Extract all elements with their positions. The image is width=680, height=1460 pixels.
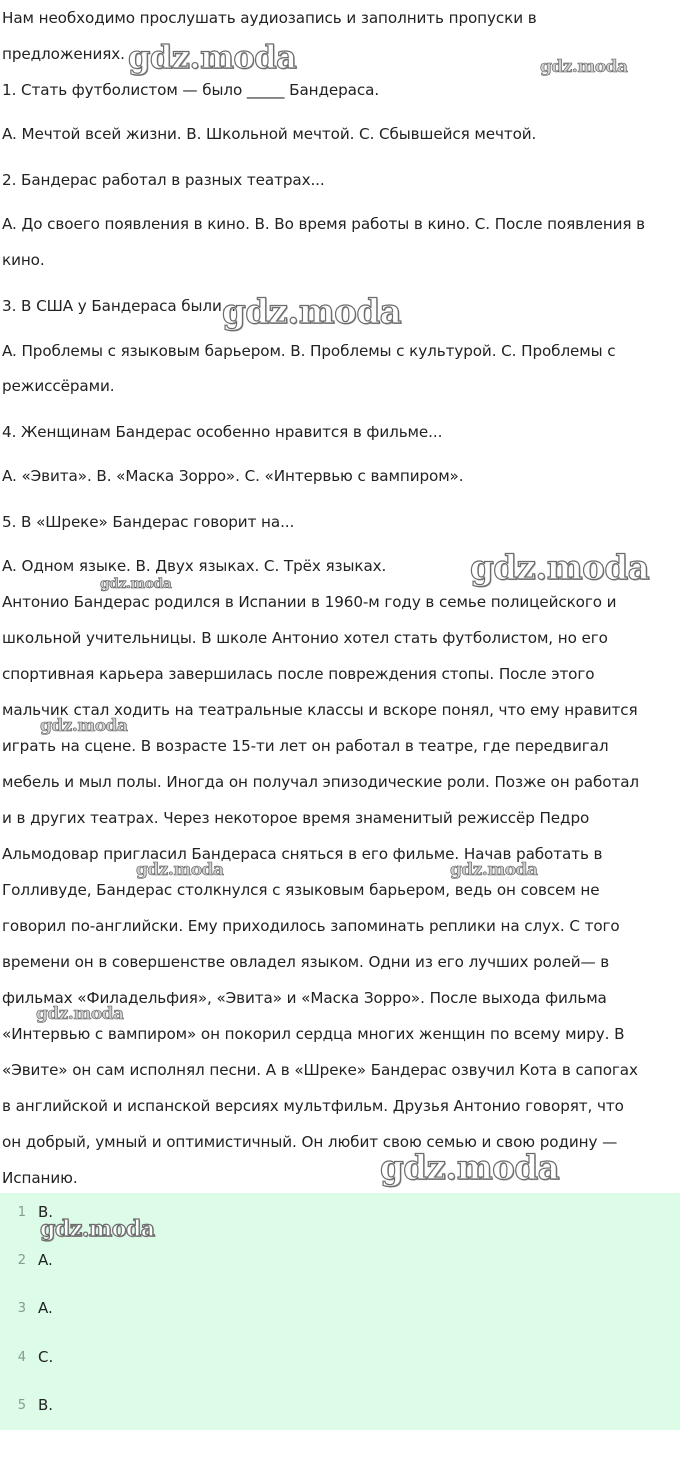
watermark: gdz.moda xyxy=(540,57,628,77)
answer-number: 4 xyxy=(17,1350,26,1365)
answer-value: A. xyxy=(38,1251,53,1269)
question-2: 2. Бандерас работал в разных театрах... xyxy=(2,171,325,189)
options-5: A. Одном языке. B. Двух языках. C. Трёх языках. xyxy=(2,557,387,575)
answer-number: 1 xyxy=(17,1205,26,1220)
answer-value: C. xyxy=(38,1348,54,1366)
question-4: 4. Женщинам Бандерас особенно нравится в фильме... xyxy=(2,423,443,441)
transcript-line: фильмах «Филадельфия», «Эвита» и «Маска Зорро». После выхода фильма xyxy=(2,989,607,1007)
text-line: Нам необходимо прослушать аудиозапись и заполнить пропуски в xyxy=(2,9,537,27)
transcript-line: Голливуде, Бандерас столкнулся с языковым барьером, ведь он совсем не xyxy=(2,881,600,899)
answer-number: 3 xyxy=(17,1301,26,1316)
question-3: 3. В США у Бандераса были... xyxy=(2,297,236,315)
transcript-line: играть на сцене. В возрасте 15-ти лет он работал в театре, где передвигал xyxy=(2,737,609,755)
watermark: gdz.moda xyxy=(470,548,650,588)
transcript-line: Испанию. xyxy=(2,1169,78,1187)
watermark: gdz.moda xyxy=(128,38,297,76)
watermark: gdz.moda xyxy=(100,576,172,592)
answer-number: 2 xyxy=(17,1253,26,1268)
watermark: gdz.moda xyxy=(40,1216,155,1242)
transcript-line: он добрый, умный и оптимистичный. Он любит свою семью и свою родину — xyxy=(2,1133,618,1151)
transcript-line: школьной учительницы. В школе Антонио хотел стать футболистом, но его xyxy=(2,629,608,647)
text-line: предложениях. xyxy=(2,45,125,63)
watermark: gdz.moda xyxy=(36,1004,124,1024)
watermark: gdz.moda xyxy=(222,292,402,332)
transcript-line: говорил по-английски. Ему приходилось запоминать реплики на слух. С того xyxy=(2,917,620,935)
answer-row xyxy=(0,1299,680,1323)
transcript-line: мальчик стал ходить на театральные классы и вскоре понял, что ему нравится xyxy=(2,701,638,719)
watermark: gdz.moda xyxy=(380,1148,560,1188)
options-1: A. Мечтой всей жизни. B. Школьной мечтой. C. Сбывшейся мечтой. xyxy=(2,125,537,143)
transcript-line: времени он в совершенстве овладел языком. Одни из его лучших ролей— в xyxy=(2,953,610,971)
transcript-line: Антонио Бандерас родился в Испании в 1960-м году в семье полицейского и xyxy=(2,593,617,611)
options-3: A. Проблемы с языковым барьером. B. Проблемы с культурой. C. Проблемы с xyxy=(2,342,616,360)
answer-row xyxy=(0,1348,680,1372)
options-2: A. До своего появления в кино. B. Во время работы в кино. C. После появления в xyxy=(2,215,646,233)
transcript-line: мебель и мыл полы. Иногда он получал эпизодические роли. Позже он работал xyxy=(2,773,640,791)
answer-number: 5 xyxy=(17,1398,26,1413)
transcript-line: Альмодовар пригласил Бандераса сняться в его фильме. Начав работать в xyxy=(2,845,603,863)
transcript-line: в английской и испанской версиях мультфильм. Друзья Антонио говорят, что xyxy=(2,1097,624,1115)
answer-value: A. xyxy=(38,1299,53,1317)
answer-value: B. xyxy=(38,1396,54,1414)
options-2-cont: кино. xyxy=(2,251,45,269)
question-1: 1. Стать футболистом — было _____ Бандераса. xyxy=(2,81,380,99)
transcript-line: «Эвите» он сам исполнял песни. А в «Шреке» Бандерас озвучил Кота в сапогах xyxy=(2,1061,638,1079)
options-4: A. «Эвита». B. «Маска Зорро». C. «Интервью с вампиром». xyxy=(2,467,464,485)
watermark: gdz.moda xyxy=(40,716,128,736)
answer-row xyxy=(0,1251,680,1275)
answer-value: B. xyxy=(38,1203,54,1221)
options-3-cont: режиссёрами. xyxy=(2,377,115,395)
transcript-line: «Интервью с вампиром» он покорил сердца многих женщин по всему миру. В xyxy=(2,1025,625,1043)
transcript-line: спортивная карьера завершилась после повреждения стопы. После этого xyxy=(2,665,595,683)
watermark: gdz.moda xyxy=(136,860,224,880)
question-5: 5. В «Шреке» Бандерас говорит на... xyxy=(2,513,295,531)
watermark: gdz.moda xyxy=(450,860,538,880)
transcript-line: и в других театрах. Через некоторое время знаменитый режиссёр Педро xyxy=(2,809,590,827)
answer-row xyxy=(0,1396,680,1420)
